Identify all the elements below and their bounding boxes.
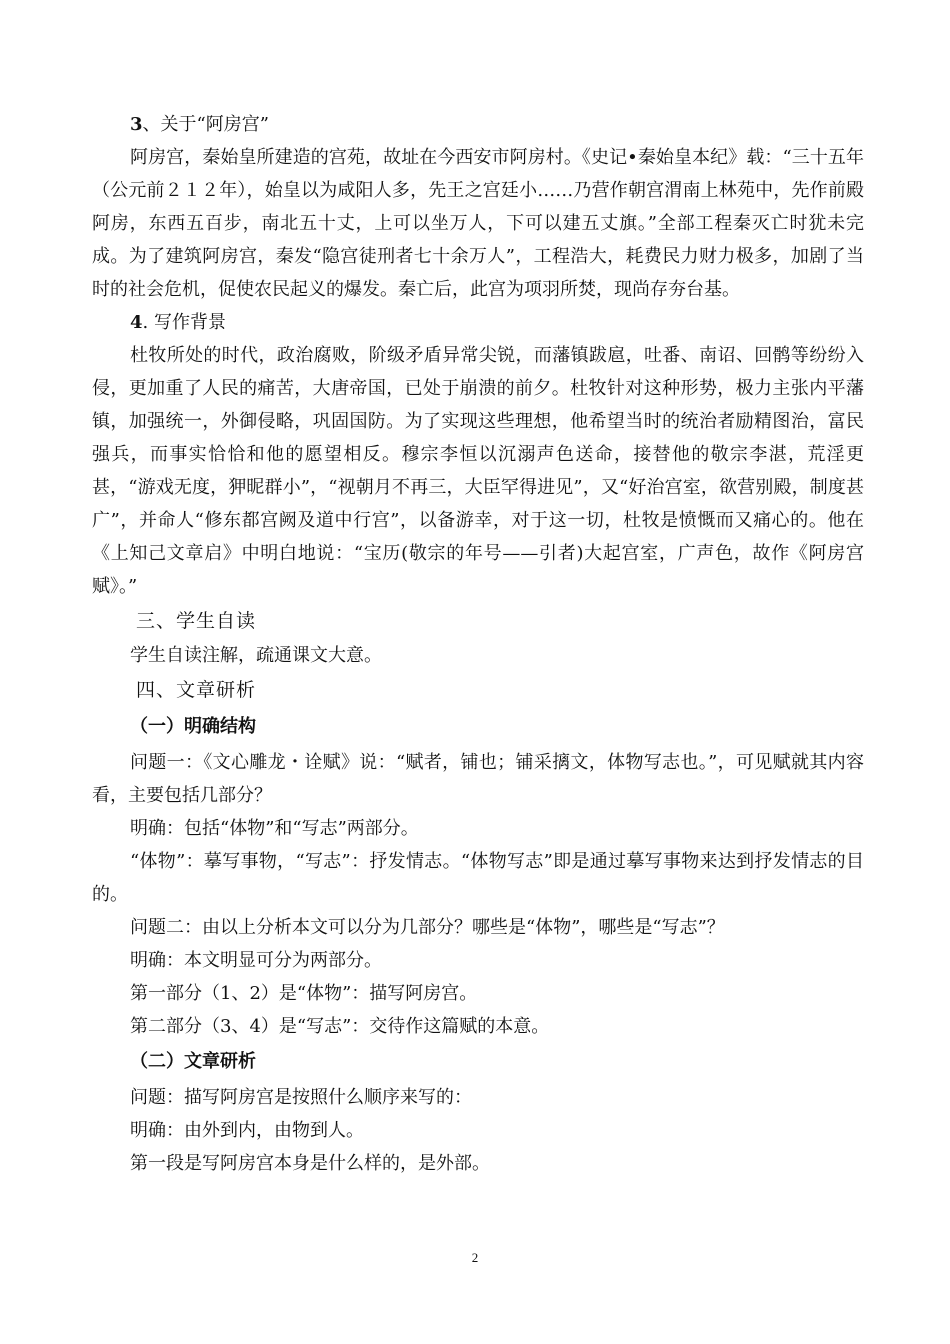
paragraph-writing-background: 杜牧所处的时代，政治腐败，阶级矛盾异常尖锐，而藩镇跋扈，吐番、南诏、回鹘等纷纷入侵，更加重了人民的痛苦，大唐帝国，已处于崩溃的前夕。杜牧针对这种形势，极力主张内平藩镇，加强统一，外御侵略，巩固国防。为了实现这些理想，他希望当时的统治者励精图治，富民强兵，而事实恰恰和他的愿望相反。穆宗李恒以沉溺声色送命，接替他的敬宗李湛，荒淫更甚，“游戏无度，狎昵群小”，“视朝月不再三，大臣罕得进见”，又“好治宫室，欲营别殿，制度甚广”，并命人“修东都宫阙及道中行宫”，以备游幸，对于这一切，杜牧是愤慨而又痛心的。他在《上知己文章启》中明白地说：“宝历(敬宗的年号——引者)大起宫室，广声色，故作《阿房宫赋》。” [92, 345, 864, 597]
heading-text: . 写作背景 [142, 312, 226, 333]
paragraph-afang-palace: 阿房宫，秦始皇所建造的宫苑，故址在今西安市阿房村。《史记•秦始皇本纪》载：“三十五年（公元前２１２年），始皇以为咸阳人多，先王之宫廷小……乃营作朝宫渭南上林苑中，先作前殿阿房，东西五百步，南北五十丈，上可以坐万人，下可以建五丈旗。”全部工程秦灭亡时犹未完成。为了建筑阿房宫，秦发“隐宫徒刑者七十余万人”，工程浩大，耗费民力财力极多，加剧了当时的社会危机，促使农民起义的爆发。秦亡后，此宫为项羽所焚，现尚存夯台基。 [92, 147, 864, 300]
line-explanation: “体物”：摹写事物，“写志”：抒发情志。“体物写志”即是通过摹写事物来达到抒发情志的目的。 [92, 851, 864, 905]
line-first-paragraph: 第一段是写阿房宫本身是什么样的，是外部。 [130, 1153, 490, 1174]
subheading-structure: （一）明确结构 [130, 716, 256, 737]
page-number: 2 [471, 1250, 479, 1265]
heading-number: 4 [130, 312, 143, 333]
heading-number: 3 [130, 114, 143, 135]
heading-text: 、关于“阿房宫” [142, 114, 269, 135]
line-question-2: 问题二：由以上分析本文可以分为几部分？哪些是“体物”，哪些是“写志”？ [130, 917, 725, 938]
paragraph-self-reading: 学生自读注解，疏通课文大意。 [130, 645, 382, 666]
line-answer-3: 明确：由外到内，由物到人。 [130, 1120, 364, 1141]
line-part-1: 第一部分（1、2）是“体物”：描写阿房宫。 [130, 983, 478, 1004]
line-answer-1: 明确：包括“体物”和“写志”两部分。 [130, 818, 419, 839]
heading-student-self-reading: 三、学生自读 [136, 610, 257, 632]
heading-writing-background [92, 306, 864, 339]
heading-text-analysis: 四、文章研析 [136, 679, 257, 701]
document-body [92, 108, 864, 1180]
line-part-2: 第二部分（3、4）是“写志”：交待作这篇赋的本意。 [130, 1016, 550, 1037]
line-answer-2: 明确：本文明显可分为两部分。 [130, 950, 382, 971]
heading-about-afang-palace [92, 108, 864, 141]
subheading-analysis: （二）文章研析 [130, 1051, 256, 1072]
line-question-3: 问题：描写阿房宫是按照什么顺序来写的： [130, 1087, 472, 1108]
line-question-1: 问题一：《文心雕龙・诠赋》说：“赋者，铺也；铺采摛文，体物写志也。”，可见赋就其内容看，主要包括几部分？ [92, 752, 864, 806]
